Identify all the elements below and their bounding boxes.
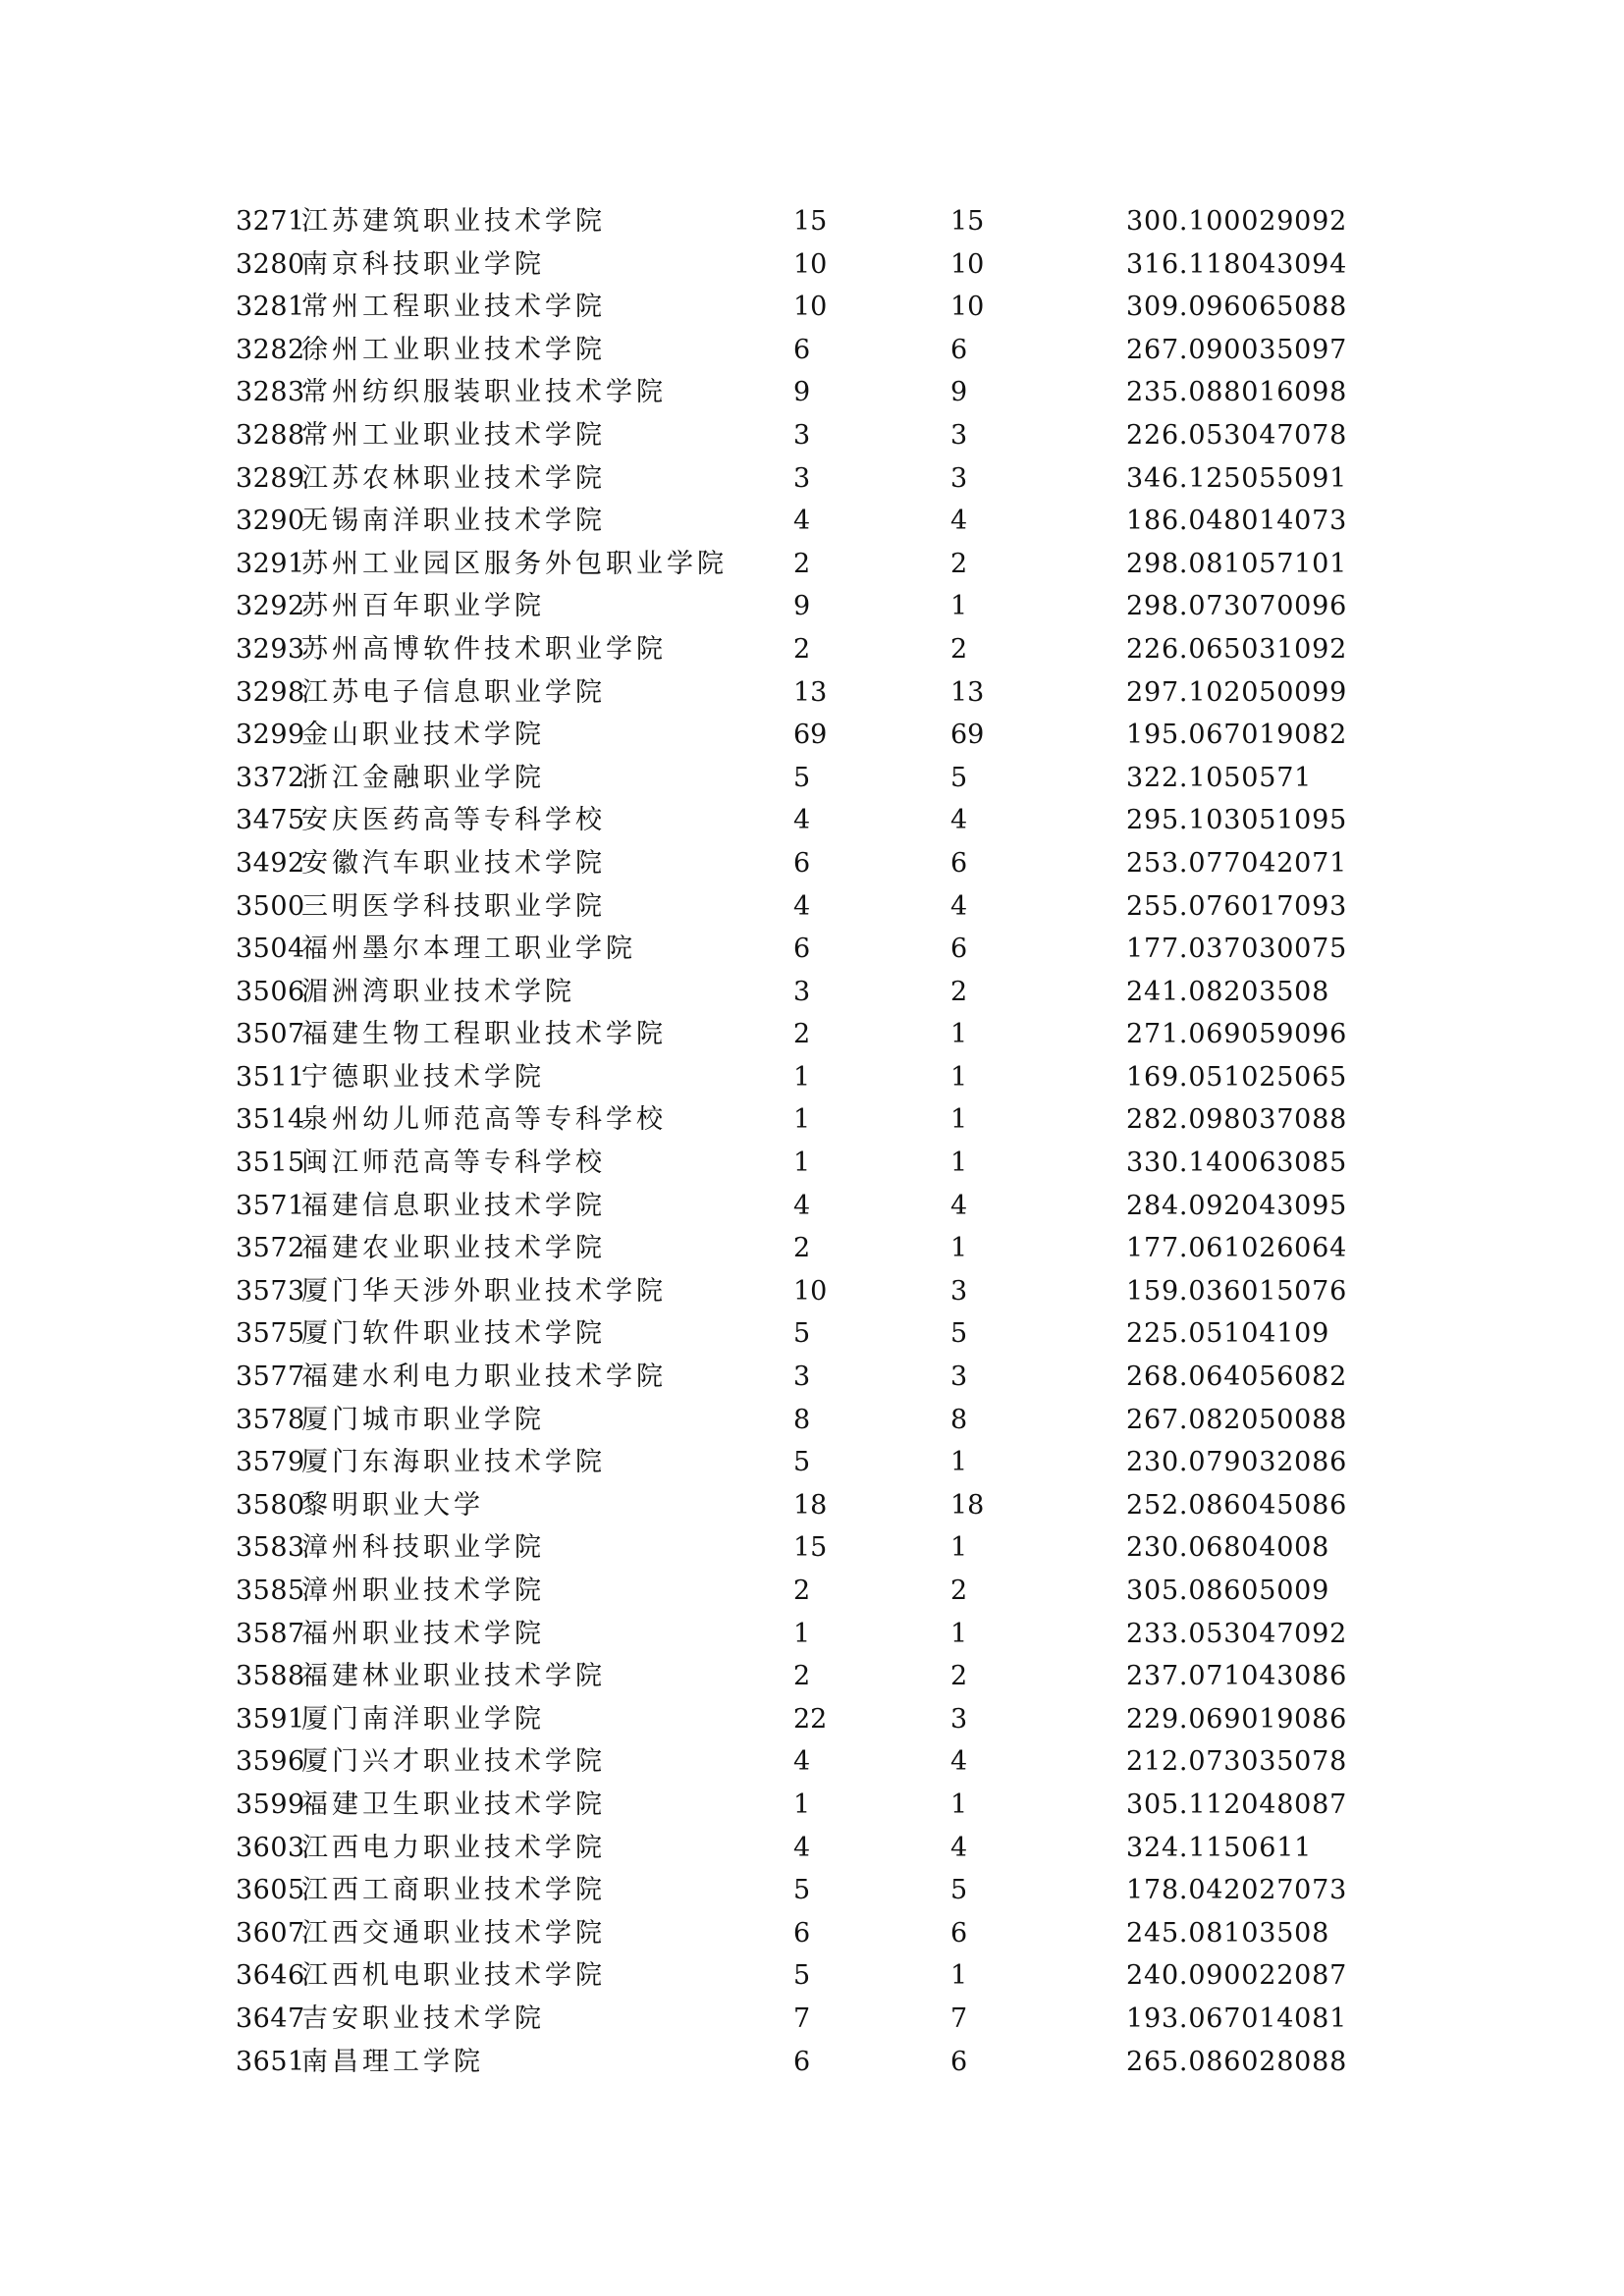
school-code: 3281	[236, 292, 305, 323]
school-code: 3573	[236, 1275, 305, 1307]
min-score: 230.06804008	[1126, 1532, 1330, 1564]
school-code: 3646	[236, 1960, 305, 1992]
school-code: 3575	[236, 1318, 305, 1350]
school-name: 宁德职业技术学院	[301, 1061, 545, 1093]
table-row	[236, 1056, 1414, 1099]
admitted-count: 2	[950, 1661, 968, 1692]
min-score: 178.042027073	[1126, 1875, 1348, 1906]
min-score: 225.05104109	[1126, 1318, 1330, 1350]
planned-count: 6	[793, 1917, 811, 1949]
min-score: 324.1150611	[1126, 1832, 1313, 1863]
planned-count: 5	[793, 1875, 811, 1906]
planned-count: 3	[793, 462, 811, 494]
planned-count: 3	[793, 976, 811, 1007]
admitted-count: 1	[950, 1019, 968, 1050]
table-row	[236, 1356, 1414, 1399]
school-code: 3579	[236, 1447, 305, 1478]
admitted-count: 8	[950, 1404, 968, 1435]
admitted-count: 2	[950, 633, 968, 665]
min-score: 237.071043086	[1126, 1661, 1348, 1692]
planned-count: 10	[793, 1275, 828, 1307]
admitted-count: 2	[950, 548, 968, 579]
admitted-count: 5	[950, 1875, 968, 1906]
planned-count: 9	[793, 377, 811, 408]
planned-count: 1	[793, 1148, 811, 1179]
admitted-count: 4	[950, 1190, 968, 1221]
table-row	[236, 842, 1414, 885]
table-row	[236, 628, 1414, 671]
min-score: 241.08203508	[1126, 976, 1330, 1007]
school-name: 江西电力职业技术学院	[301, 1832, 606, 1863]
table-row	[236, 1526, 1414, 1570]
admitted-count: 2	[950, 976, 968, 1007]
school-name: 厦门东海职业技术学院	[301, 1447, 606, 1478]
min-score: 240.090022087	[1126, 1960, 1348, 1992]
table-row	[236, 1312, 1414, 1356]
table-row	[236, 1784, 1414, 1827]
min-score: 186.048014073	[1126, 506, 1348, 537]
min-score: 298.073070096	[1126, 591, 1348, 622]
admitted-count: 6	[950, 934, 968, 965]
planned-count: 6	[793, 334, 811, 365]
min-score: 300.100029092	[1126, 206, 1348, 237]
table-row	[236, 1655, 1414, 1698]
planned-count: 4	[793, 805, 811, 836]
planned-count: 3	[793, 1362, 811, 1393]
min-score: 284.092043095	[1126, 1190, 1348, 1221]
school-name: 福建卫生职业技术学院	[301, 1789, 606, 1820]
school-code: 3298	[236, 676, 305, 708]
table-row	[236, 1998, 1414, 2041]
school-name: 江苏农林职业技术学院	[301, 462, 606, 494]
planned-count: 6	[793, 847, 811, 879]
planned-count: 2	[793, 1661, 811, 1692]
min-score: 253.077042071	[1126, 847, 1348, 879]
admitted-count: 10	[950, 248, 985, 280]
planned-count: 2	[793, 1575, 811, 1606]
table-row	[236, 671, 1414, 715]
admitted-count: 18	[950, 1489, 985, 1521]
min-score: 177.061026064	[1126, 1233, 1348, 1264]
table-row	[236, 1399, 1414, 1442]
min-score: 309.096065088	[1126, 292, 1348, 323]
admitted-count: 3	[950, 1362, 968, 1393]
admitted-count: 15	[950, 206, 985, 237]
planned-count: 7	[793, 2002, 811, 2034]
table-row	[236, 971, 1414, 1014]
table-row	[236, 1698, 1414, 1741]
table-row	[236, 1827, 1414, 1870]
school-name: 福州职业技术学院	[301, 1618, 545, 1649]
school-code: 3289	[236, 462, 305, 494]
admitted-count: 13	[950, 676, 985, 708]
school-code: 3500	[236, 890, 305, 922]
admitted-count: 3	[950, 1275, 968, 1307]
planned-count: 9	[793, 591, 811, 622]
school-code: 3514	[236, 1104, 305, 1136]
school-name: 闽江师范高等专科学校	[301, 1148, 606, 1179]
school-code: 3651	[236, 2046, 305, 2077]
planned-count: 69	[793, 720, 828, 751]
min-score: 322.1050571	[1126, 762, 1313, 793]
planned-count: 4	[793, 506, 811, 537]
table-row	[236, 543, 1414, 586]
table-row	[236, 414, 1414, 457]
school-name: 安徽汽车职业技术学院	[301, 847, 606, 879]
planned-count: 6	[793, 2046, 811, 2077]
school-code: 3299	[236, 720, 305, 751]
school-name: 福州墨尔本理工职业学院	[301, 934, 636, 965]
planned-count: 15	[793, 206, 828, 237]
planned-count: 5	[793, 1447, 811, 1478]
table-row	[236, 371, 1414, 414]
school-name: 无锡南洋职业技术学院	[301, 506, 606, 537]
school-name: 苏州工业园区服务外包职业学院	[301, 548, 728, 579]
school-code: 3647	[236, 2002, 305, 2034]
admitted-count: 1	[950, 1960, 968, 1992]
admitted-count: 6	[950, 334, 968, 365]
school-name: 厦门南洋职业学院	[301, 1703, 545, 1735]
table-row	[236, 885, 1414, 929]
table-row	[236, 200, 1414, 243]
table-row	[236, 1185, 1414, 1228]
admitted-count: 3	[950, 1703, 968, 1735]
school-name: 福建农业职业技术学院	[301, 1233, 606, 1264]
table-row	[236, 1954, 1414, 1998]
school-name: 泉州幼儿师范高等专科学校	[301, 1104, 667, 1136]
min-score: 271.069059096	[1126, 1019, 1348, 1050]
table-row	[236, 1098, 1414, 1142]
school-name: 福建生物工程职业技术学院	[301, 1019, 667, 1050]
school-name: 厦门软件职业技术学院	[301, 1318, 606, 1350]
school-code: 3291	[236, 548, 305, 579]
planned-count: 22	[793, 1703, 828, 1735]
table-row	[236, 1869, 1414, 1912]
admitted-count: 2	[950, 1575, 968, 1606]
table-row	[236, 329, 1414, 372]
admitted-count: 6	[950, 847, 968, 879]
admitted-count: 4	[950, 1832, 968, 1863]
school-code: 3515	[236, 1148, 305, 1179]
table-row	[236, 1613, 1414, 1656]
admitted-count: 3	[950, 462, 968, 494]
planned-count: 4	[793, 1832, 811, 1863]
planned-count: 6	[793, 934, 811, 965]
table-row	[236, 1570, 1414, 1613]
table-row	[236, 1013, 1414, 1056]
min-score: 267.090035097	[1126, 334, 1348, 365]
admitted-count: 1	[950, 1148, 968, 1179]
planned-count: 2	[793, 1233, 811, 1264]
school-code: 3283	[236, 377, 305, 408]
school-code: 3511	[236, 1061, 305, 1093]
school-name: 南昌理工学院	[301, 2046, 484, 2077]
school-name: 徐州工业职业技术学院	[301, 334, 606, 365]
min-score: 177.037030075	[1126, 934, 1348, 965]
min-score: 169.051025065	[1126, 1061, 1348, 1093]
min-score: 245.08103508	[1126, 1917, 1330, 1949]
table-row	[236, 457, 1414, 501]
admission-table	[236, 200, 1414, 2083]
school-name: 厦门华天涉外职业技术学院	[301, 1275, 667, 1307]
min-score: 295.103051095	[1126, 805, 1348, 836]
school-name: 吉安职业技术学院	[301, 2002, 545, 2034]
school-name: 湄洲湾职业技术学院	[301, 976, 575, 1007]
table-row	[236, 714, 1414, 757]
school-name: 常州工程职业技术学院	[301, 292, 606, 323]
min-score: 233.053047092	[1126, 1618, 1348, 1649]
school-name: 江西交通职业技术学院	[301, 1917, 606, 1949]
school-code: 3583	[236, 1532, 305, 1564]
table-row	[236, 2041, 1414, 2084]
school-name: 苏州百年职业学院	[301, 591, 545, 622]
planned-count: 1	[793, 1104, 811, 1136]
planned-count: 2	[793, 548, 811, 579]
min-score: 229.069019086	[1126, 1703, 1348, 1735]
school-code: 3290	[236, 506, 305, 537]
planned-count: 15	[793, 1532, 828, 1564]
planned-count: 10	[793, 248, 828, 280]
planned-count: 1	[793, 1789, 811, 1820]
planned-count: 18	[793, 1489, 828, 1521]
school-name: 福建水利电力职业技术学院	[301, 1362, 667, 1393]
school-code: 3607	[236, 1917, 305, 1949]
school-name: 常州工业职业技术学院	[301, 419, 606, 451]
table-row	[236, 799, 1414, 842]
school-name: 福建林业职业技术学院	[301, 1661, 606, 1692]
school-code: 3605	[236, 1875, 305, 1906]
min-score: 305.112048087	[1126, 1789, 1348, 1820]
min-score: 230.079032086	[1126, 1447, 1348, 1478]
planned-count: 2	[793, 633, 811, 665]
school-name: 江苏电子信息职业学院	[301, 676, 606, 708]
table-row	[236, 1912, 1414, 1955]
school-code: 3506	[236, 976, 305, 1007]
school-name: 厦门兴才职业技术学院	[301, 1746, 606, 1778]
school-code: 3271	[236, 206, 305, 237]
admitted-count: 6	[950, 1917, 968, 1949]
min-score: 346.125055091	[1126, 462, 1348, 494]
min-score: 305.08605009	[1126, 1575, 1330, 1606]
table-row	[236, 500, 1414, 543]
school-code: 3492	[236, 847, 305, 879]
school-name: 金山职业技术学院	[301, 720, 545, 751]
school-code: 3293	[236, 633, 305, 665]
min-score: 195.067019082	[1126, 720, 1348, 751]
school-name: 江西工商职业技术学院	[301, 1875, 606, 1906]
table-row	[236, 1142, 1414, 1185]
planned-count: 10	[793, 292, 828, 323]
planned-count: 4	[793, 1190, 811, 1221]
planned-count: 5	[793, 1318, 811, 1350]
table-row	[236, 1270, 1414, 1313]
school-code: 3504	[236, 934, 305, 965]
admitted-count: 6	[950, 2046, 968, 2077]
table-row	[236, 286, 1414, 329]
admitted-count: 1	[950, 1618, 968, 1649]
planned-count: 5	[793, 762, 811, 793]
school-code: 3596	[236, 1746, 305, 1778]
min-score: 330.140063085	[1126, 1148, 1348, 1179]
table-row	[236, 1441, 1414, 1484]
school-code: 3288	[236, 419, 305, 451]
table-row	[236, 928, 1414, 971]
school-name: 苏州高博软件技术职业学院	[301, 633, 667, 665]
school-name: 江苏建筑职业技术学院	[301, 206, 606, 237]
min-score: 316.118043094	[1126, 248, 1348, 280]
school-code: 3603	[236, 1832, 305, 1863]
admitted-count: 1	[950, 1233, 968, 1264]
school-name: 安庆医药高等专科学校	[301, 805, 606, 836]
admitted-count: 69	[950, 720, 985, 751]
min-score: 159.036015076	[1126, 1275, 1348, 1307]
admitted-count: 5	[950, 762, 968, 793]
school-name: 浙江金融职业学院	[301, 762, 545, 793]
min-score: 297.102050099	[1126, 676, 1348, 708]
admitted-count: 1	[950, 1104, 968, 1136]
school-name: 福建信息职业技术学院	[301, 1190, 606, 1221]
min-score: 267.082050088	[1126, 1404, 1348, 1435]
table-row	[236, 1227, 1414, 1270]
admitted-count: 1	[950, 1789, 968, 1820]
min-score: 235.088016098	[1126, 377, 1348, 408]
admitted-count: 3	[950, 419, 968, 451]
admitted-count: 10	[950, 292, 985, 323]
min-score: 268.064056082	[1126, 1362, 1348, 1393]
school-code: 3599	[236, 1789, 305, 1820]
school-name: 黎明职业大学	[301, 1489, 484, 1521]
admitted-count: 4	[950, 1746, 968, 1778]
planned-count: 4	[793, 890, 811, 922]
school-name: 江西机电职业技术学院	[301, 1960, 606, 1992]
admitted-count: 4	[950, 506, 968, 537]
school-code: 3372	[236, 762, 305, 793]
school-name: 南京科技职业学院	[301, 248, 545, 280]
school-code: 3475	[236, 805, 305, 836]
planned-count: 3	[793, 419, 811, 451]
school-code: 3572	[236, 1233, 305, 1264]
planned-count: 5	[793, 1960, 811, 1992]
school-code: 3587	[236, 1618, 305, 1649]
school-code: 3585	[236, 1575, 305, 1606]
school-name: 常州纺织服装职业技术学院	[301, 377, 667, 408]
min-score: 298.081057101	[1126, 548, 1348, 579]
school-code: 3580	[236, 1489, 305, 1521]
planned-count: 4	[793, 1746, 811, 1778]
admitted-count: 1	[950, 1061, 968, 1093]
admitted-count: 4	[950, 890, 968, 922]
school-name: 漳州职业技术学院	[301, 1575, 545, 1606]
min-score: 193.067014081	[1126, 2002, 1348, 2034]
school-name: 厦门城市职业学院	[301, 1404, 545, 1435]
school-code: 3507	[236, 1019, 305, 1050]
table-row	[236, 243, 1414, 287]
school-code: 3282	[236, 334, 305, 365]
school-code: 3591	[236, 1703, 305, 1735]
planned-count: 8	[793, 1404, 811, 1435]
min-score: 255.076017093	[1126, 890, 1348, 922]
admitted-count: 1	[950, 591, 968, 622]
admitted-count: 4	[950, 805, 968, 836]
admitted-count: 1	[950, 1447, 968, 1478]
school-code: 3571	[236, 1190, 305, 1221]
admitted-count: 5	[950, 1318, 968, 1350]
planned-count: 13	[793, 676, 828, 708]
school-code: 3577	[236, 1362, 305, 1393]
admitted-count: 7	[950, 2002, 968, 2034]
admitted-count: 1	[950, 1532, 968, 1564]
min-score: 212.073035078	[1126, 1746, 1348, 1778]
school-code: 3292	[236, 591, 305, 622]
planned-count: 1	[793, 1061, 811, 1093]
school-name: 三明医学科技职业学院	[301, 890, 606, 922]
school-name: 漳州科技职业学院	[301, 1532, 545, 1564]
admitted-count: 9	[950, 377, 968, 408]
table-row	[236, 1740, 1414, 1784]
planned-count: 2	[793, 1019, 811, 1050]
min-score: 282.098037088	[1126, 1104, 1348, 1136]
school-code: 3578	[236, 1404, 305, 1435]
min-score: 252.086045086	[1126, 1489, 1348, 1521]
table-row	[236, 1484, 1414, 1527]
school-code: 3588	[236, 1661, 305, 1692]
table-row	[236, 585, 1414, 628]
min-score: 226.053047078	[1126, 419, 1348, 451]
min-score: 226.065031092	[1126, 633, 1348, 665]
table-row	[236, 757, 1414, 800]
school-code: 3280	[236, 248, 305, 280]
min-score: 265.086028088	[1126, 2046, 1348, 2077]
planned-count: 1	[793, 1618, 811, 1649]
